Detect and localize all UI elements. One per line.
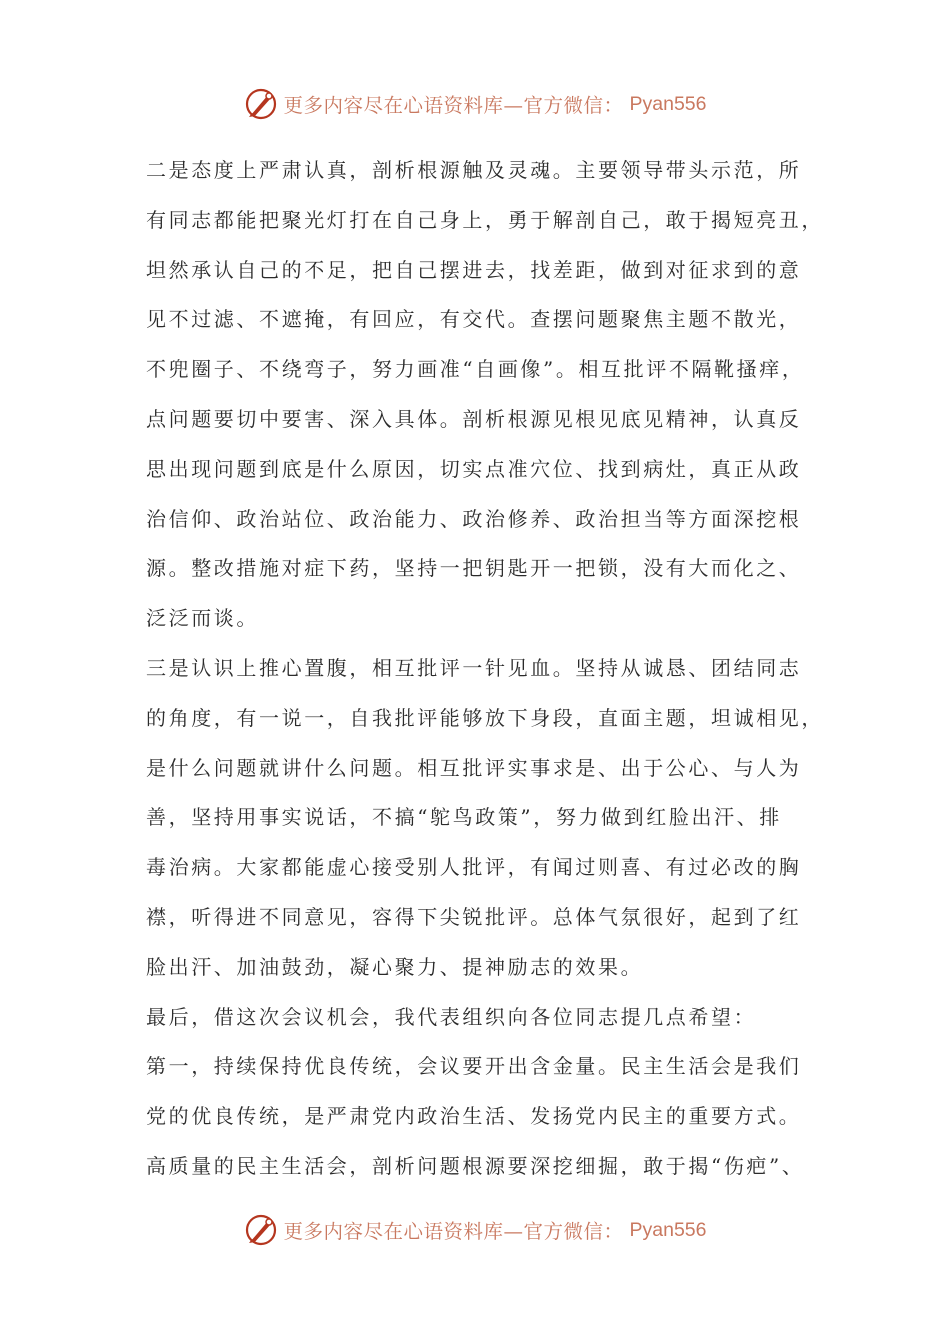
text-line: 党的优良传统，是严肃党内政治生活、发扬党内民主的重要方式。	[146, 1104, 802, 1129]
text-line: 三是认识上推心置腹，相互批评一针见血。坚持从诚恳、团结同志	[146, 655, 802, 680]
text-line: 是什么问题就讲什么问题。相互批评实事求是、出于公心、与人为	[146, 755, 802, 780]
text-line: 最后，借这次会议机会，我代表组织向各位同志提几点希望：	[146, 1004, 757, 1029]
text-line: 毒治病。大家都能虚心接受别人批评，有闻过则喜、有过必改的胸	[146, 855, 802, 880]
watermark-text: 更多内容尽在心语资料库—官方微信：	[283, 94, 624, 117]
text-line: 襟，听得进不同意见，容得下尖锐批评。总体气氛很好，起到了红	[146, 904, 802, 929]
text-line: 见不过滤、不遮掩，有回应，有交代。查摆问题聚焦主题不散光，	[146, 307, 802, 332]
watermark-group	[244, 1213, 707, 1247]
watermark-wechat-id: Pyan556	[629, 92, 707, 115]
pen-logo-icon	[244, 1213, 278, 1247]
text-line: 有同志都能把聚光灯打在自己身上，勇于解剖自己，敢于揭短亮丑，	[146, 207, 824, 232]
text-line: 思出现问题到底是什么原因，切实点准穴位、找到病灶，真正从政	[146, 456, 802, 481]
text-line: 的角度，有一说一，自我批评能够放下身段，直面主题，坦诚相见，	[146, 705, 824, 730]
text-line: 坦然承认自己的不足，把自己摆进去，找差距，做到对征求到的意	[146, 257, 802, 282]
text-line: 不兜圈子、不绕弯子，努力画准“自画像”。相互批评不隔靴搔痒，	[146, 357, 805, 382]
document-body	[146, 146, 826, 1192]
text-line: 高质量的民主生活会，剖析问题根源要深挖细掘，敢于揭“伤疤”、	[146, 1153, 805, 1178]
text-line: 源。整改措施对症下药，坚持一把钥匙开一把锁，没有大而化之、	[146, 556, 802, 581]
footer-watermark	[0, 1208, 950, 1252]
text-line: 二是态度上严肃认真，剖析根源触及灵魂。主要领导带头示范，所	[146, 158, 802, 182]
watermark-wechat-id: Pyan556	[629, 1218, 707, 1241]
watermark-text: 更多内容尽在心语资料库—官方微信：	[283, 1220, 624, 1243]
text-line: 善，坚持用事实说话，不搞“鸵鸟政策”，努力做到红脸出汗、排	[146, 805, 782, 830]
watermark-group	[244, 87, 707, 121]
text-line: 泛泛而谈。	[146, 606, 259, 631]
text-line: 脸出汗、加油鼓劲，凝心聚力、提神励志的效果。	[146, 954, 644, 979]
text-line: 治信仰、政治站位、政治能力、政治修养、政治担当等方面深挖根	[146, 506, 802, 531]
header-watermark	[0, 82, 950, 126]
text-line: 第一，持续保持优良传统，会议要开出含金量。民主生活会是我们	[146, 1054, 802, 1079]
text-line: 点问题要切中要害、深入具体。剖析根源见根见底见精神，认真反	[146, 406, 802, 431]
pen-logo-icon	[244, 87, 278, 121]
